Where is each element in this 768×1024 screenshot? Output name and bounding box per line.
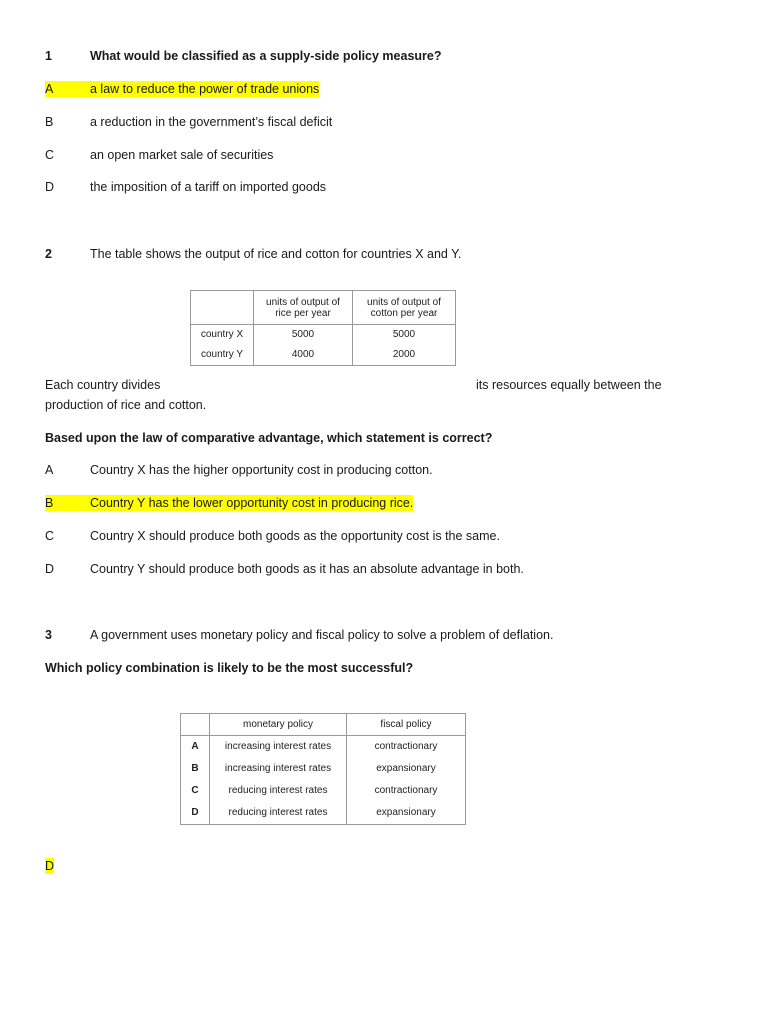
option-text-highlighted: a law to reduce the power of trade unions — [90, 82, 320, 96]
row-letter: C — [191, 785, 199, 796]
country-y-label: country Y — [200, 349, 244, 360]
option-letter: A — [45, 81, 90, 97]
monetary-value: reducing interest rates — [228, 807, 328, 818]
table-header-cotton — [353, 291, 456, 325]
answer-highlighted: D — [45, 859, 55, 873]
option-text: Country X has the higher opportunity cost in producing cotton. — [90, 463, 433, 477]
option-letter: C — [45, 148, 55, 162]
paragraph-right: its resources equally between the — [476, 378, 662, 392]
cotton-x-value: 5000 — [392, 329, 416, 340]
question-1-number: 1 — [45, 49, 52, 63]
option-text-highlighted: Country Y has the lower opportunity cost in producing rice. — [90, 496, 414, 510]
monetary-value: increasing interest rates — [224, 741, 332, 752]
header-line: rice per year — [275, 307, 331, 319]
option-text: an open market sale of securities — [90, 148, 274, 162]
option-text: Country X should produce both goods as the opportunity cost is the same. — [90, 529, 500, 543]
option-letter: A — [45, 463, 54, 477]
table-cell-cotton — [353, 325, 456, 366]
question-1-text: What would be classified as a supply-side policy measure? — [90, 49, 442, 63]
fiscal-value: contractionary — [374, 785, 438, 796]
header-line: cotton per year — [370, 307, 438, 319]
country-x-label: country X — [200, 329, 244, 340]
paragraph-left: Each country divides — [45, 378, 161, 392]
table-cell-rice — [254, 325, 353, 366]
header-line: units of output of — [367, 296, 441, 308]
output-table — [190, 290, 456, 366]
option-letter: B — [45, 495, 90, 511]
fiscal-value: expansionary — [376, 807, 436, 818]
option-text: the imposition of a tariff on imported goods — [90, 180, 327, 194]
monetary-value: increasing interest rates — [224, 763, 332, 774]
question-2-text: Based upon the law of comparative advantage, which statement is correct? — [45, 431, 493, 445]
option-letter: C — [45, 529, 55, 543]
table-header-rice — [254, 291, 353, 325]
table-cell-letters — [181, 736, 210, 825]
option-text: a reduction in the government’s fiscal deficit — [90, 115, 333, 129]
table-header-blank — [191, 291, 254, 325]
table-cell-countries — [191, 325, 254, 366]
policy-table — [180, 713, 466, 825]
paragraph-line-2: production of rice and cotton. — [45, 398, 207, 412]
cotton-y-value: 2000 — [392, 349, 416, 360]
row-letter: B — [191, 763, 199, 774]
option-letter: D — [45, 562, 55, 576]
option-letter: D — [45, 180, 55, 194]
table-header-monetary: monetary policy — [210, 714, 347, 736]
rice-x-value: 5000 — [291, 329, 315, 340]
table-cell-fiscal — [347, 736, 466, 825]
question-3-intro: A government uses monetary policy and fiscal policy to solve a problem of deflation. — [90, 628, 554, 642]
fiscal-value: expansionary — [376, 763, 436, 774]
rice-y-value: 4000 — [291, 349, 315, 360]
monetary-value: reducing interest rates — [228, 785, 328, 796]
row-letter: A — [191, 741, 199, 752]
header-line: units of output of — [266, 296, 340, 308]
question-3-number: 3 — [45, 628, 52, 642]
question-2-intro: The table shows the output of rice and cotton for countries X and Y. — [90, 247, 462, 261]
table-header-fiscal: fiscal policy — [347, 714, 466, 736]
table-header-blank — [181, 714, 210, 736]
row-letter: D — [191, 807, 199, 818]
table-cell-monetary — [210, 736, 347, 825]
fiscal-value: contractionary — [374, 741, 438, 752]
question-2-number: 2 — [45, 247, 52, 261]
option-letter: B — [45, 115, 54, 129]
question-3-text: Which policy combination is likely to be the most successful? — [45, 661, 414, 675]
option-text: Country Y should produce both goods as it has an absolute advantage in both. — [90, 562, 524, 576]
